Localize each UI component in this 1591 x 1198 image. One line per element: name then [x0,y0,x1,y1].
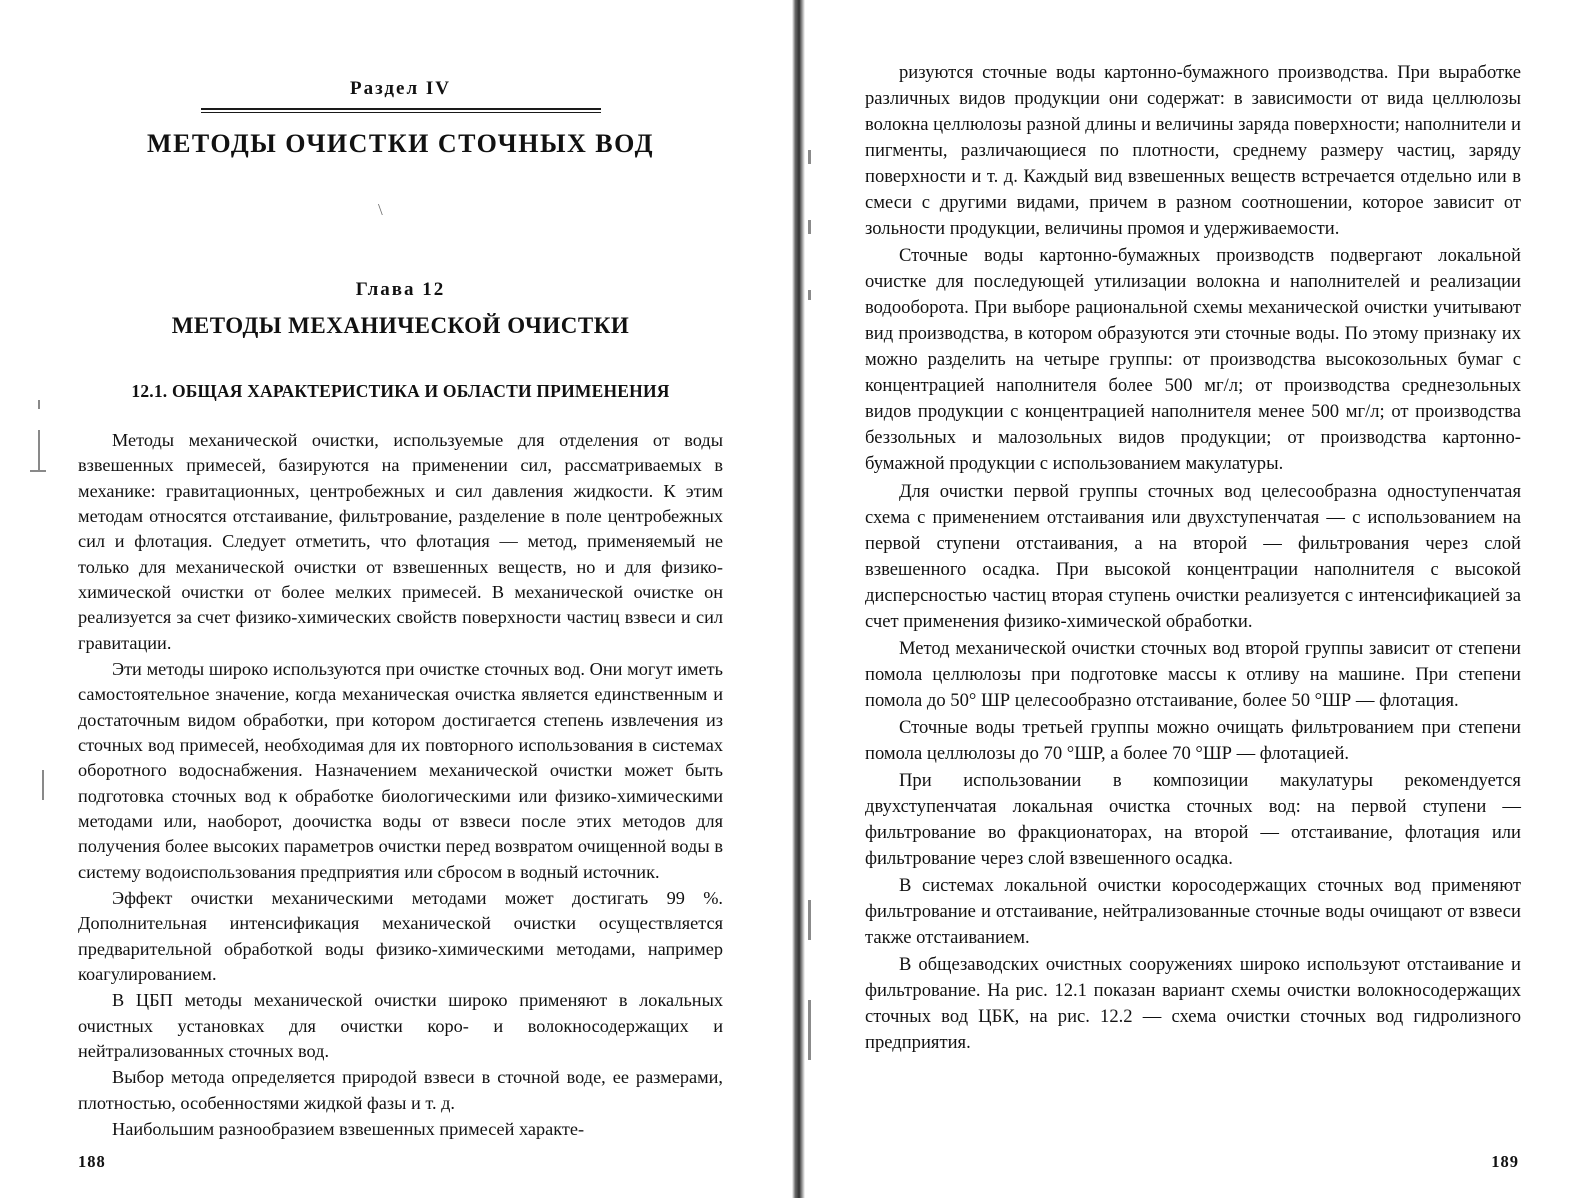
margin-marks [30,0,74,1198]
margin-mark [30,470,46,472]
chapter-label: Глава 12 [355,279,446,300]
page-right [795,0,1591,1198]
page-number-right: 189 [1491,1152,1519,1171]
section-rule [201,108,601,110]
paragraph: В общезаводских очистных сооружениях широко используют отстаивание и фильтрование. На рис. 12.1 показан вариант схемы очистки волокносодержащих сточных вод ЦБК, на рис. 12.2 — схема очистки сточных вод гидролизного предприятия. [865,954,1521,1054]
margin-mark [42,770,44,800]
page-left [0,0,795,1198]
paragraph: Эти методы широко используются при очистке сточных вод. Они могут иметь самостоятельное значение, когда механическая очистка является единственным и достаточным видом обработки, при котором достигается степень извлечения из сточных вод примесей, необходимая для их повторного использования в системах оборотного водоснабжения. Назначением механической очистки может быть подготовка сточных вод к обработке биологическими или физико-химическими методами или, наоборот, доочистка воды от взвеси после этих методов для получения более высоких параметров очистки перед возвратом очищенной воды в систему водоиспользования предприятия или сбросом в водный источник. [78,658,723,882]
margin-mark [38,430,40,470]
paragraph: Сточные воды третьей группы можно очищать фильтрованием при степени помола целлюлозы до 70 °ШР, а более 70 °ШР — флотацией. [865,716,1521,764]
margin-mark [38,400,40,409]
paragraph: В ЦБП методы механической очистки широко применяют в локальных очистных установках для очистки коро- и волокносодержащих и нейтрализованных сточных вод. [78,990,723,1061]
paragraph: В системах локальной очистки коросодержащих сточных вод применяют фильтрование и отстаивание, нейтрализованные сточные воды очищают от взвеси также отстаиванием. [865,874,1521,949]
subsection-title: 12.1. ОБЩАЯ ХАРАКТЕРИСТИКА И ОБЛАСТИ ПРИМЕНЕНИЯ [131,381,670,401]
paragraph: При использовании в композиции макулатуры рекомендуется двухступенчатая локальная очистка сточных вод: на первой ступени — фильтрование во фракционаторах, на второй — отстаивание, флотация или фильтрование через слой взвешенного осадка. [865,769,1521,869]
paragraph: Наибольшим разнообразием взвешенных примесей характе- [112,1118,585,1139]
paragraph: Эффект очистки механическими методами может достигать 99 %. Дополнительная интенсификация механической очистки осуществляется предварительной обработкой воды физико-химическими методами, например коагулированием. [78,887,723,984]
chapter-title: МЕТОДЫ МЕХАНИЧЕСКОЙ ОЧИСТКИ [171,313,630,338]
page-number-left: 188 [78,1152,106,1171]
paragraph: Сточные воды картонно-бумажных производств подвергают локальной очистке для последующей утилизации волокна и наполнителей и реализации водооборота. При выборе рациональной схемы механической очистки учитывают вид производства, в котором образуются эти сточные воды. По этому признаку их можно разделить на четыре группы: от производства высокозольных бумаг с концентрацией наполнителя более 500 мг/л; от производства среднезольных видов продукции с концентрацией наполнителя менее 500 мг/л; от производства беззольных и малозольных видов продукции; от производства картонно-бумажной продукции с использованием макулатуры. [865,245,1521,475]
paragraph: Метод механической очистки сточных вод второй группы зависит от степени помола целлюлозы при подготовке массы к отливу на машине. При степени помола до 50° ШР целесообразно отстаивание, более 50 °ШР — флотация. [865,637,1521,711]
paragraph: ризуются сточные воды картонно-бумажного производства. При выработке различных видов продукции они содержат: в зависимости от вида целлюлозы волокна целлюлозы разной длины и величины заряда поверхности; наполнители и пигменты, различающиеся по плотности, среднему размеру частиц, заряду поверхности и т. д. Каждый вид взвешенных веществ встречается отдельно или в смеси с другими видами, причем в разном соотношении, которое зависит от зольности продукции, величины промоя и удерживаемости. [865,62,1521,240]
section-title: МЕТОДЫ ОЧИСТКИ СТОЧНЫХ ВОД [147,129,654,158]
paragraph: Выбор метода определяется природой взвеси в сточной воде, ее размерами, плотностью, особенностями жидкой фазы и т. д. [78,1067,723,1113]
section-label: Раздел IV [350,78,451,99]
section-rule-thin [201,112,601,113]
paragraph: Для очистки первой группы сточных вод целесообразна одноступенчатая схема с применением отстаивания или двухступенчатая — с использованием на первой ступени отстаивания, а на второй — фильтрования через слой взвешенного осадка. При высокой концентрации наполнителя с высокой дисперсностью частиц вторая ступень очистки реализуется с интенсификацией за счет применения физико-химической обработки. [865,480,1521,632]
pen-mark: \ [378,200,383,219]
paragraph: Методы механической очистки, используемые для отделения от воды взвешенных примесей, базируются на применении сил, рассматриваемых в механике: гравитационных, центробежных и сил давления жидкости. К этим методам относятся отстаивание, фильтрование, разделение в поле центробежных сил и флотация. Следует отметить, что флотация — метод, применяемый не только для механической очистки от взвешенных веществ, но и для физико-химической очистки от более мелких примесей. В механической очистке он реализуется за счет физико-химических свойств поверхности частиц взвеси и сил гравитации. [78,430,723,653]
